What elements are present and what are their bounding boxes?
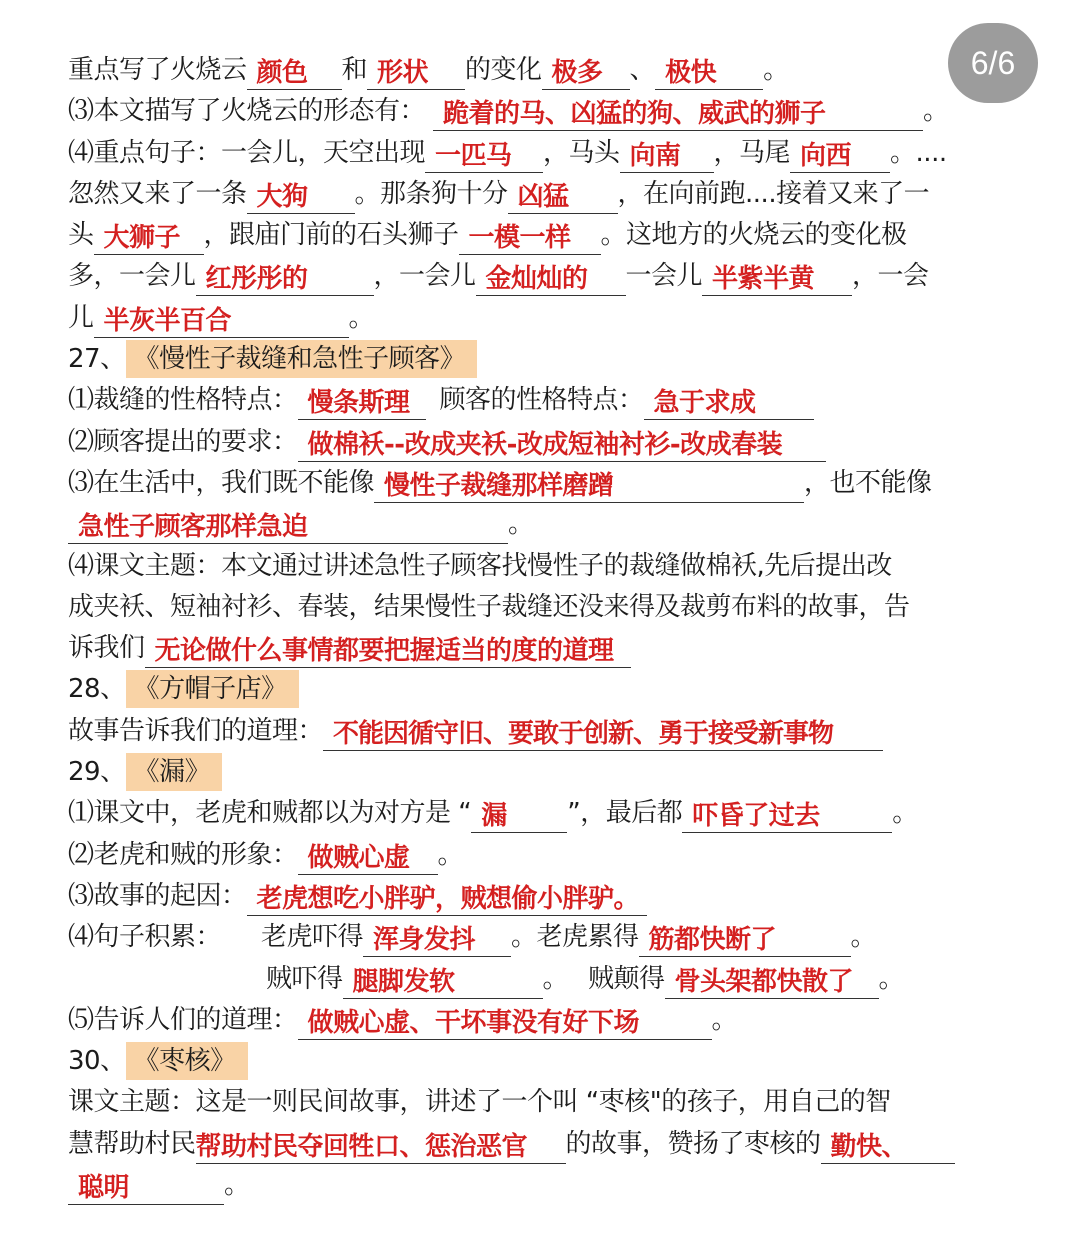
answer-blank: 金灿灿的 [476,264,626,296]
text: ⑷句子积累： [68,922,222,953]
answer-blank: 大狮子 [94,223,204,255]
answer-blank: 极快 [655,58,763,90]
text: 。 [850,922,877,953]
text: 贼吓得 [266,963,343,994]
text: 一会儿 [625,261,703,292]
section-number: 29、 [68,757,126,788]
section-30-heading [68,1041,1008,1082]
section-number: 30、 [68,1046,126,1077]
text: 重点写了火烧云 [68,55,247,85]
text: ⑶本文描写了火烧云的形态有： [68,96,426,127]
text: 头 [68,220,94,251]
text: 和 [341,55,368,85]
answer-blank: 骨头架都快散了 [665,967,879,999]
line-s4 [68,174,1008,215]
line-27-7 [68,628,1008,669]
line-29-1 [68,793,1008,834]
text: ⑴课文中，老虎和贼都以为对方是 “ [68,798,472,829]
section-27-heading [68,339,1008,380]
answer-blank: 颜色 [247,58,342,90]
text: ，在向前跑....接着又来了一 [617,178,930,209]
section-title: 《漏》 [126,753,223,791]
line-s7 [68,298,1008,339]
section-title: 《枣核》 [126,1042,248,1080]
line-30-3 [68,1165,1008,1206]
text: 。这地方的火烧云的变化极 [600,220,907,251]
text: 。 [508,509,534,540]
answer-blank: 向南 [620,141,714,173]
text: 故事告诉我们的道理： [68,715,324,746]
answer-blank: 急性子顾客那样急迫 [68,512,508,544]
line-27-5 [68,546,1008,587]
text: ，一会 [852,261,929,292]
line-s5 [68,215,1008,256]
answer-blank: 半紫半黄 [702,264,852,296]
worksheet-page [68,50,1008,1206]
answer-blank: 不能因循守旧、要敢于创新、勇于接受新事物 [323,719,883,751]
text: ⑷重点句子：一会儿，天空出现 [68,137,426,168]
answer-blank: 漏 [471,801,567,833]
text: 。 [542,963,569,994]
text: 忽然又来了一条 [68,178,247,209]
line-29-2 [68,835,1008,876]
answer-blank: 凶猛 [508,182,618,214]
line-s1 [68,50,1008,91]
line-27-2 [68,422,1008,463]
line-27-4 [68,504,1008,545]
answer-blank: 半灰半百合 [94,306,349,338]
answer-blank: 形状 [367,58,465,90]
answer-blank: 勤快、 [821,1132,955,1164]
text: 诉我们 [68,633,145,664]
line-27-6 [68,587,1008,628]
text: 。 [711,1004,738,1035]
text: 、 [629,55,656,85]
text: 。.... [890,137,947,168]
answer-blank: 极多 [542,58,630,90]
text: 慧帮助村民 [68,1128,196,1159]
text: ⑷课文主题：本文通过讲述急性子顾客找慢性子的裁缝做棉袄,先后提出改 [68,550,892,581]
text: 。那条狗十分 [354,178,508,209]
text: ⑶在生活中，我们既不能像 [68,467,375,498]
text: 。 [892,798,918,829]
answer-blank: 帮助村民夺回牲口、惩治恶官 [196,1132,566,1164]
text: 。 [878,963,905,994]
text: ，也不能像 [804,467,932,498]
text: 老虎吓得 [261,922,364,953]
line-27-3 [68,463,1008,504]
answer-blank: 做贼心虚 [298,843,438,875]
text: ，马头 [543,137,620,168]
line-30-2 [68,1124,1008,1165]
answer-blank: 浑身发抖 [363,925,511,957]
answer-blank: 急于求成 [644,388,814,420]
line-30-1 [68,1082,1008,1123]
answer-blank: 向西 [790,141,890,173]
answer-blank: 腿脚发软 [343,967,543,999]
text: 多，一会儿 [68,261,196,292]
text: 顾客的性格特点： [439,385,644,416]
line-27-1 [68,380,1008,421]
line-29-4 [68,917,1008,958]
text: 儿 [68,302,94,333]
text: ⑵老虎和贼的形象： [68,839,298,870]
answer-blank: 跪着的马、凶猛的狗、威武的狮子 [433,99,923,131]
answer-blank: 红彤彤的 [196,264,374,296]
section-29-heading [68,752,1008,793]
text: ⑶故事的起因： [68,880,247,911]
text: 。 [224,1170,250,1201]
answer-blank: 一模一样 [459,223,601,255]
line-29-6 [68,1000,1008,1041]
section-title: 《方帽子店》 [126,670,299,708]
answer-blank: 一匹马 [425,141,543,173]
line-s2 [68,91,1008,132]
section-title: 《慢性子裁缝和急性子顾客》 [126,340,478,378]
answer-blank: 老虎想吃小胖驴，贼想偷小胖驴。 [247,884,647,916]
text: 。 [437,839,464,870]
text: 。老虎累得 [511,922,639,953]
text: ⑴裁缝的性格特点： [68,385,298,416]
text: 的变化 [465,55,542,85]
text: ，马尾 [713,137,791,168]
answer-blank: 大狗 [247,182,355,214]
text: 。 [348,302,375,333]
answer-blank: 做棉袄--改成夹袄-改成短袖衬衫-改成春装 [298,430,826,462]
text: ⑵顾客提出的要求： [68,426,298,457]
answer-blank: 做贼心虚、干坏事没有好下场 [298,1008,712,1040]
line-s3 [68,133,1008,174]
text: 课文主题：这是一则民间故事，讲述了一个叫 “枣核"的孩子，用自己的智 [68,1087,891,1118]
text: 。 [923,96,949,127]
text: 贼颠得 [588,963,665,994]
line-s6 [68,256,1008,297]
text: ，一会儿 [373,261,476,292]
text: ”，最后都 [567,798,683,829]
line-29-5 [68,959,1008,1000]
line-29-3 [68,876,1008,917]
answer-blank: 吓昏了过去 [682,801,892,833]
text: ⑸告诉人们的道理： [68,1004,298,1035]
text: 的故事，赞扬了枣核的 [565,1128,821,1159]
line-28-1 [68,711,1008,752]
text: 成夹袄、短袖衬衫、春装，结果慢性子裁缝还没来得及裁剪布料的故事，告 [68,591,910,622]
answer-blank: 无论做什么事情都要把握适当的度的道理 [145,636,631,668]
text: 。 [763,55,789,85]
answer-blank: 筋都快断了 [639,925,851,957]
section-number: 27、 [68,344,126,375]
answer-blank: 聪明 [68,1173,224,1205]
answer-blank: 慢条斯理 [298,388,426,420]
section-28-heading [68,669,1008,710]
section-number: 28、 [68,674,126,705]
answer-blank: 慢性子裁缝那样磨蹭 [374,471,804,503]
page-indicator-badge[interactable]: 6/6 [948,23,1038,103]
text: ，跟庙门前的石头狮子 [203,220,459,251]
